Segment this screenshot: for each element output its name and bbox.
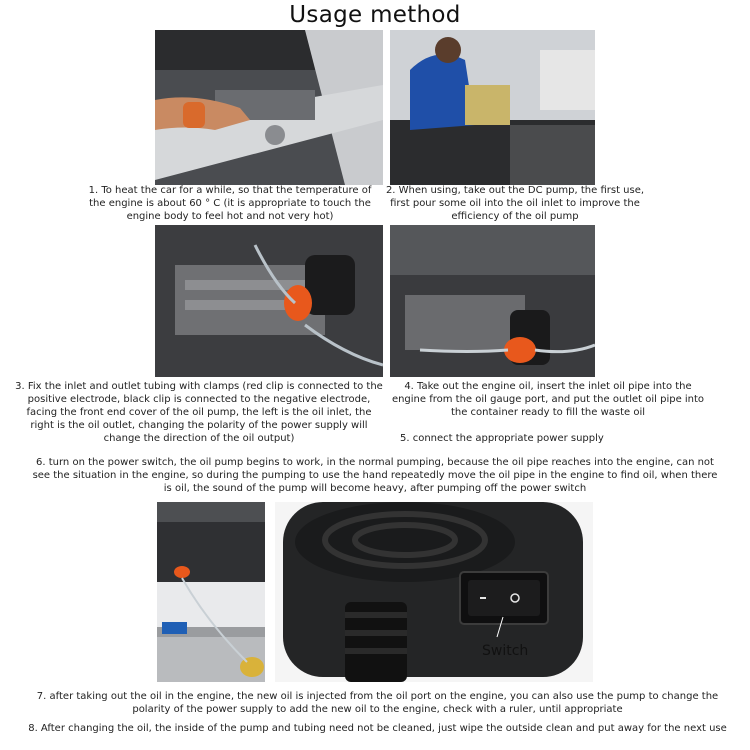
caption-step-2: 2. When using, take out the DC pump, the first use, first pour some oil into the oil inlet to improve the efficiency of the oil pump	[385, 185, 645, 222]
photo-fix-tubing	[155, 225, 383, 377]
photo-pump-switch	[275, 502, 593, 682]
caption-step-5: 5. connect the appropriate power supply	[400, 433, 604, 444]
caption-step-1: 1. To heat the car for a while, so that the temperature of the engine is about 60 ° C (it is appropriate to touch the engine body to feel hot and not very hot)	[88, 185, 372, 222]
caption-step-8: 8. After changing the oil, the inside of the pump and tubing need not be cleaned, just wipe the outside clean and put away for the next use	[28, 723, 727, 734]
photo-heat-engine	[155, 30, 383, 185]
caption-step-3: 3. Fix the inlet and outlet tubing with clamps (red clip is connected to the positive electrode, black clip is connected to the negative electrode, facing the front end cover of the oil pump, the left is the oil inlet, the right is the oil outlet, changing the polarity of the power supply will change the direction of the oil output)	[15, 381, 383, 444]
caption-step-6: 6. turn on the power switch, the oil pump begins to work, in the normal pumping, because the oil pipe reaches into the engine, can not see the situation in the engine, so during the pumping to use the hand repeatedly move the oil pipe in the engine to find oil, when there is oil, the sound of the pump will become heavy, after pumping off the power switch	[32, 457, 718, 494]
page-title: Usage method	[289, 2, 461, 28]
photo-pour-oil	[390, 30, 595, 185]
photo-insert-pipe	[390, 225, 595, 377]
photo-car-pumping	[157, 502, 265, 682]
caption-step-7: 7. after taking out the oil in the engine, the new oil is injected from the oil port on the engine, you can also use the pump to change the polarity of the power supply to add the new oil to the engine, check with a ruler, until appropriate	[36, 691, 719, 715]
caption-step-4: 4. Take out the engine oil, insert the inlet oil pipe into the engine from the oil gauge port, and put the outlet oil pipe into the container ready to fill the waste oil	[391, 381, 705, 418]
switch-label: Switch	[482, 643, 529, 659]
